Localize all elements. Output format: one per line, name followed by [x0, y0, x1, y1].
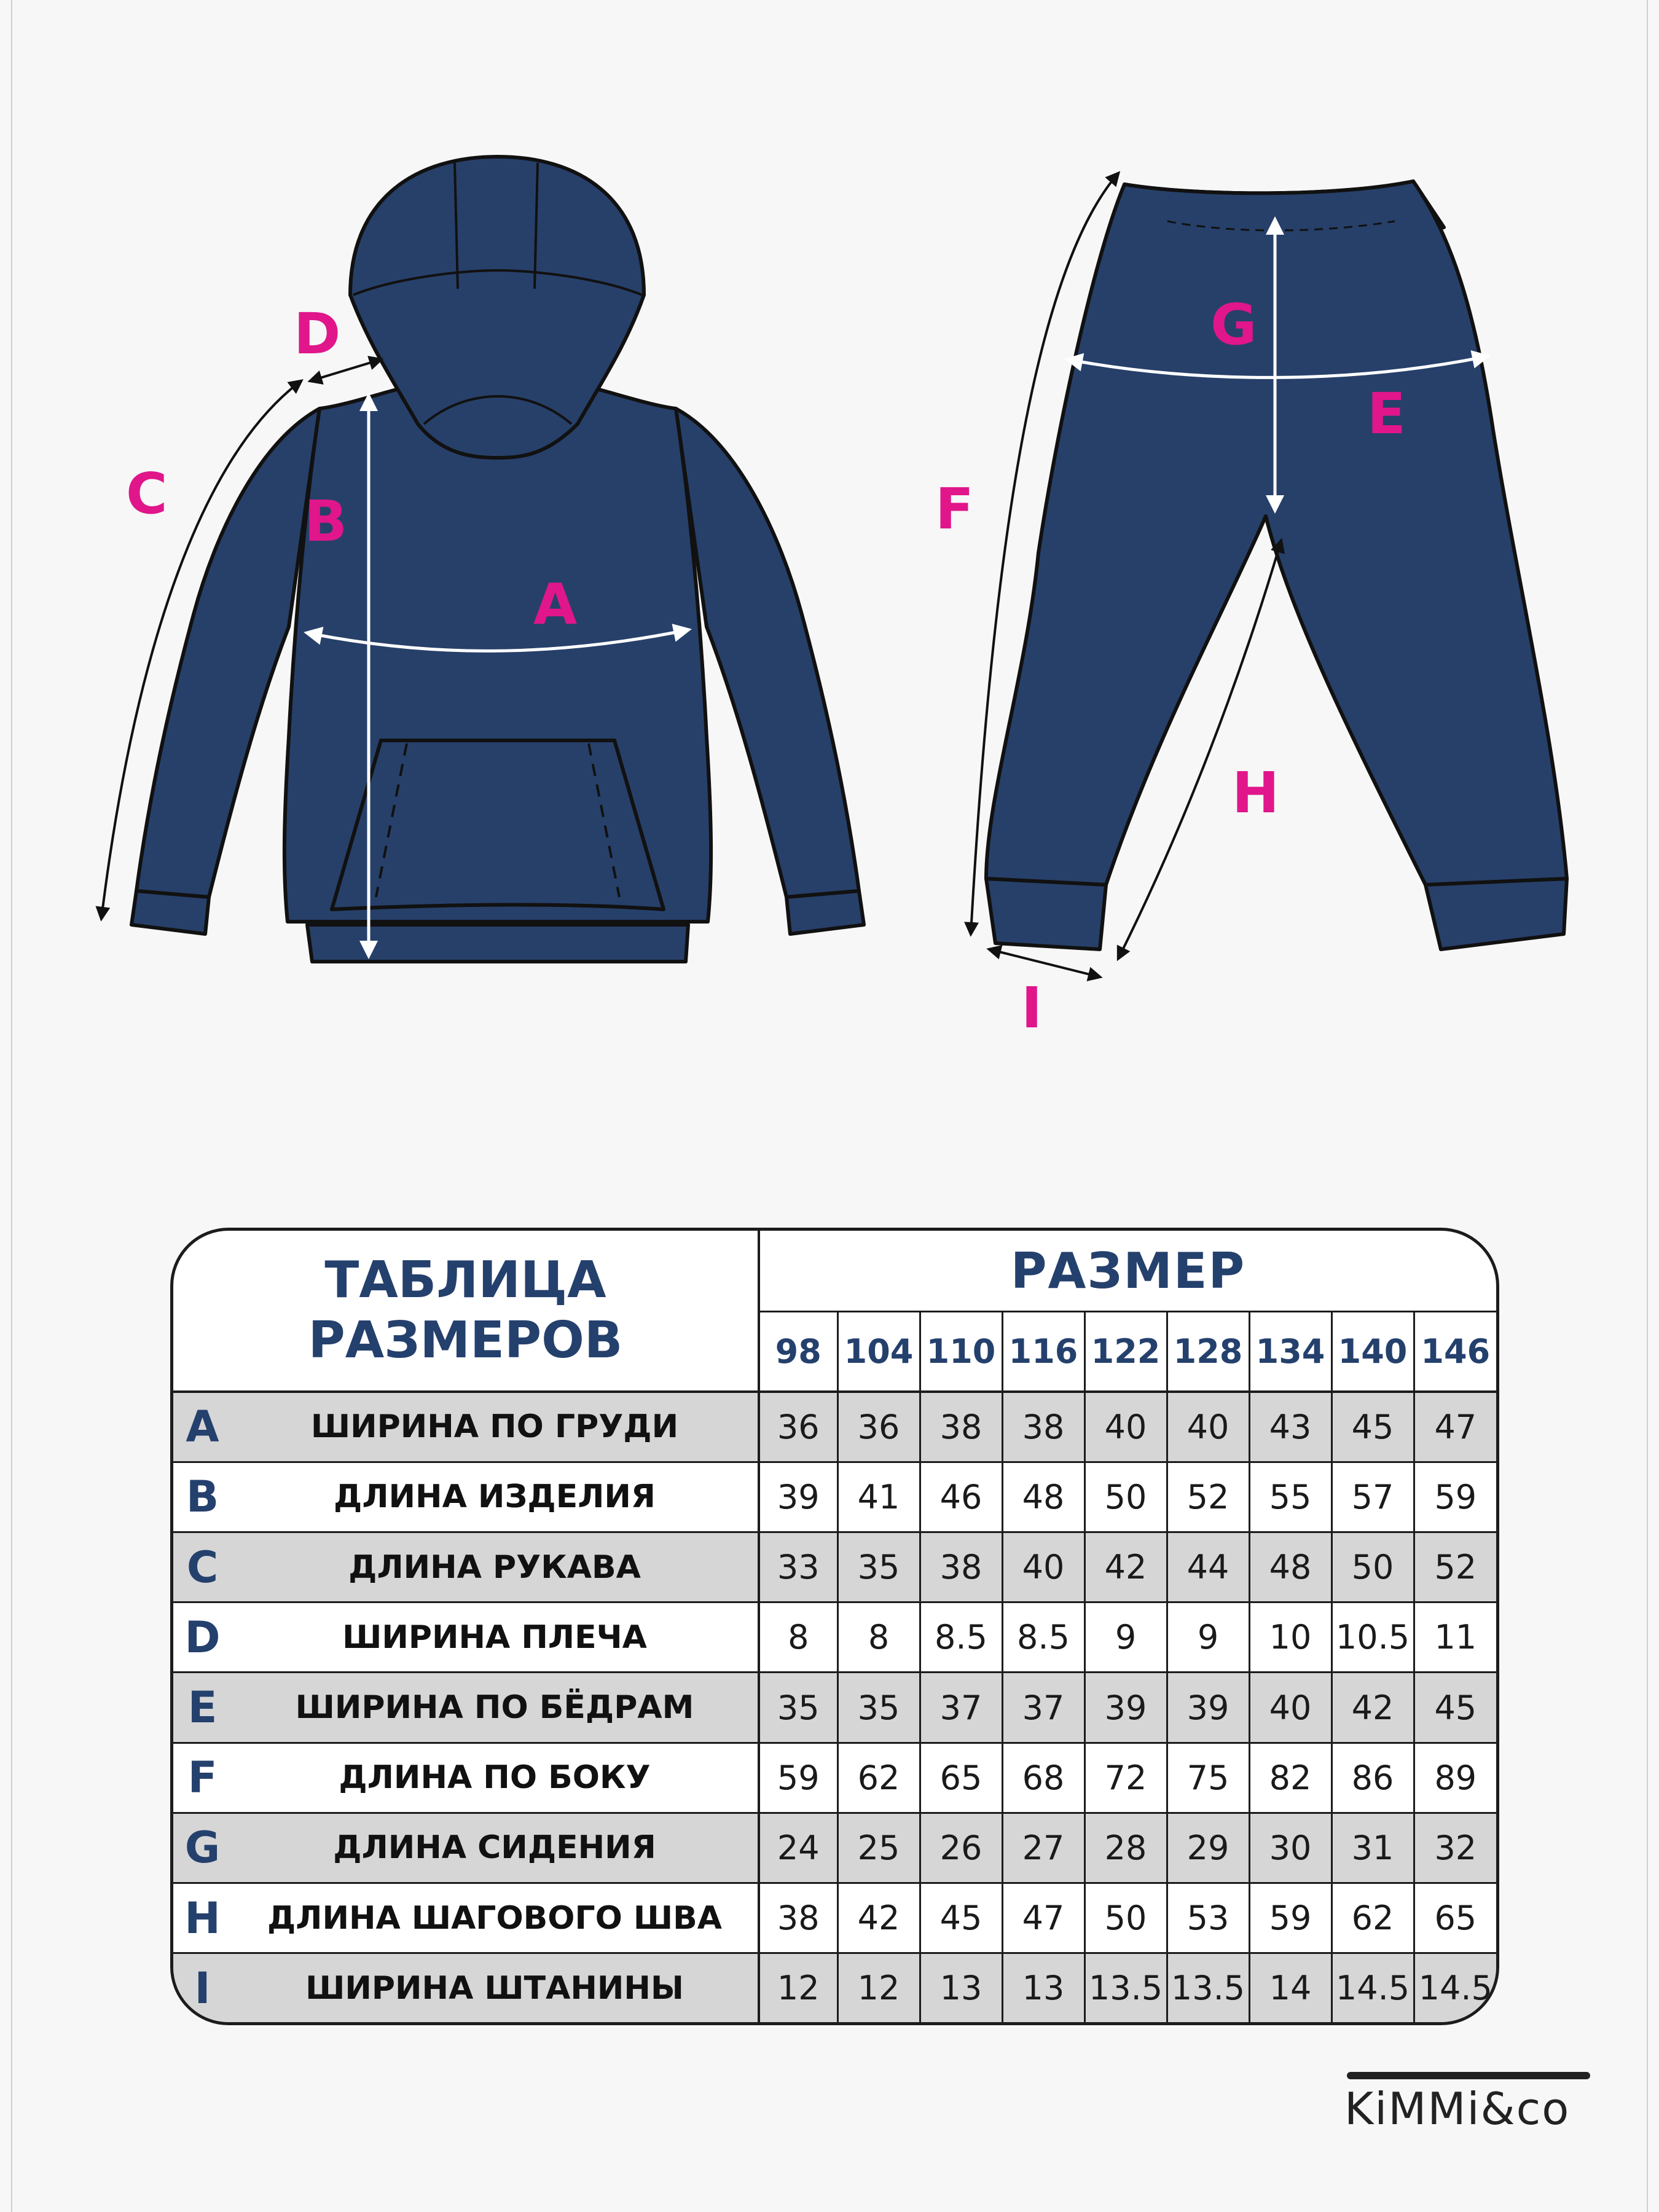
table-cell: 14.5: [1332, 1953, 1414, 2022]
table-cell: 45: [1414, 1673, 1496, 1743]
table-cell: 42: [837, 1883, 920, 1953]
table-cell: 62: [1332, 1883, 1414, 1953]
table-cell: 40: [1002, 1532, 1084, 1602]
label-h: H: [1232, 760, 1279, 826]
size-column-header: 146: [1414, 1312, 1496, 1392]
table-cell: 8: [837, 1602, 920, 1673]
table-cell: 10.5: [1332, 1602, 1414, 1673]
table-cell: 40: [1084, 1392, 1167, 1462]
table-cell: 37: [1002, 1673, 1084, 1743]
table-cell: 65: [1414, 1883, 1496, 1953]
table-cell: 13.5: [1084, 1953, 1167, 2022]
table-cell: 50: [1084, 1462, 1167, 1532]
table-cell: 39: [759, 1462, 837, 1532]
table-cell: 44: [1167, 1532, 1249, 1602]
row-label: ДЛИНА ПО БОКУ: [232, 1743, 759, 1813]
table-cell: 59: [1249, 1883, 1332, 1953]
table-cell: 50: [1332, 1532, 1414, 1602]
table-cell: 45: [1332, 1392, 1414, 1462]
table-row: [173, 1673, 1496, 1743]
table-cell: 13: [920, 1953, 1002, 2022]
table-cell: 57: [1332, 1462, 1414, 1532]
table-cell: 35: [837, 1532, 920, 1602]
brand-bar: [1347, 2072, 1590, 2079]
size-column-header: 116: [1002, 1312, 1084, 1392]
table-cell: 43: [1249, 1392, 1332, 1462]
label-c: C: [126, 461, 168, 527]
table-cell: 38: [920, 1392, 1002, 1462]
table-cell: 12: [759, 1953, 837, 2022]
label-g: G: [1210, 292, 1257, 358]
table-cell: 59: [759, 1743, 837, 1813]
table-cell: 12: [837, 1953, 920, 2022]
table-cell: 62: [837, 1743, 920, 1813]
measure-line-i: [989, 949, 1100, 977]
label-e: E: [1367, 381, 1406, 447]
table-cell: 39: [1084, 1673, 1167, 1743]
table-cell: 40: [1167, 1392, 1249, 1462]
table-cell: 26: [920, 1813, 1002, 1883]
row-label: ШИРИНА ПО ГРУДИ: [232, 1392, 759, 1462]
table-cell: 13.5: [1167, 1953, 1249, 2022]
table-row: [173, 1392, 1496, 1462]
brand-name: KiMMi&co: [1344, 2083, 1571, 2135]
table-cell: 82: [1249, 1743, 1332, 1813]
table-cell: 38: [1002, 1392, 1084, 1462]
table-cell: 42: [1084, 1532, 1167, 1602]
table-row: [173, 1953, 1496, 2022]
hoodie-drawing: [131, 157, 864, 962]
table-cell: 65: [920, 1743, 1002, 1813]
table-cell: 36: [837, 1392, 920, 1462]
table-row: [173, 1462, 1496, 1532]
row-label: ДЛИНА РУКАВА: [232, 1532, 759, 1602]
table-cell: 89: [1414, 1743, 1496, 1813]
row-label: ДЛИНА ИЗДЕЛИЯ: [232, 1462, 759, 1532]
table-cell: 50: [1084, 1883, 1167, 1953]
table-title: ТАБЛИЦА РАЗМЕРОВ: [173, 1231, 759, 1392]
table-cell: 33: [759, 1532, 837, 1602]
table-cell: 35: [759, 1673, 837, 1743]
table-row: [173, 1813, 1496, 1883]
size-header: РАЗМЕР: [759, 1231, 1496, 1312]
table-cell: 68: [1002, 1743, 1084, 1813]
table-cell: 32: [1414, 1813, 1496, 1883]
table-row: [173, 1883, 1496, 1953]
row-label: ШИРИНА ШТАНИНЫ: [232, 1953, 759, 2022]
table-cell: 40: [1249, 1673, 1332, 1743]
row-code: B: [173, 1462, 232, 1532]
row-code: A: [173, 1392, 232, 1462]
table-cell: 14: [1249, 1953, 1332, 2022]
table-cell: 36: [759, 1392, 837, 1462]
hoodie-left-cuff: [131, 891, 209, 934]
table-cell: 31: [1332, 1813, 1414, 1883]
table-cell: 86: [1332, 1743, 1414, 1813]
table-cell: 14.5: [1414, 1953, 1496, 2022]
table-cell: 38: [920, 1532, 1002, 1602]
row-code: G: [173, 1813, 232, 1883]
table-cell: 8.5: [920, 1602, 1002, 1673]
table-cell: 48: [1002, 1462, 1084, 1532]
table-cell: 52: [1414, 1532, 1496, 1602]
label-b: B: [304, 488, 348, 554]
row-label: ДЛИНА СИДЕНИЯ: [232, 1813, 759, 1883]
table-cell: 24: [759, 1813, 837, 1883]
table-cell: 47: [1414, 1392, 1496, 1462]
hoodie-waistband: [307, 925, 688, 962]
table-cell: 72: [1084, 1743, 1167, 1813]
hoodie-pocket: [332, 740, 664, 909]
table-cell: 75: [1167, 1743, 1249, 1813]
table-cell: 53: [1167, 1883, 1249, 1953]
label-d: D: [294, 301, 341, 367]
table-cell: 13: [1002, 1953, 1084, 2022]
table-cell: 55: [1249, 1462, 1332, 1532]
table-cell: 46: [920, 1462, 1002, 1532]
table-cell: 41: [837, 1462, 920, 1532]
row-code: I: [173, 1953, 232, 2022]
size-column-header: 110: [920, 1312, 1002, 1392]
label-f: F: [935, 476, 974, 542]
pants-left-cuff: [986, 879, 1106, 949]
size-column-header: 140: [1332, 1312, 1414, 1392]
table-cell: 25: [837, 1813, 920, 1883]
table-row: [173, 1532, 1496, 1602]
row-code: E: [173, 1673, 232, 1743]
brand-logo: [1344, 2072, 1593, 2139]
size-column-header: 128: [1167, 1312, 1249, 1392]
row-code: D: [173, 1602, 232, 1673]
table-cell: 47: [1002, 1883, 1084, 1953]
table-cell: 9: [1084, 1602, 1167, 1673]
size-column-header: 134: [1249, 1312, 1332, 1392]
table-cell: 48: [1249, 1532, 1332, 1602]
table-cell: 8: [759, 1602, 837, 1673]
size-column-header: 122: [1084, 1312, 1167, 1392]
table-cell: 28: [1084, 1813, 1167, 1883]
row-label: ДЛИНА ШАГОВОГО ШВА: [232, 1883, 759, 1953]
table-cell: 45: [920, 1883, 1002, 1953]
table-cell: 42: [1332, 1673, 1414, 1743]
table-cell: 29: [1167, 1813, 1249, 1883]
row-label: ШИРИНА ПО БЁДРАМ: [232, 1673, 759, 1743]
hoodie-right-cuff: [786, 891, 864, 934]
table-cell: 35: [837, 1673, 920, 1743]
table-cell: 59: [1414, 1462, 1496, 1532]
size-column-header: 104: [837, 1312, 920, 1392]
label-i: I: [1021, 975, 1043, 1041]
table-row: [173, 1602, 1496, 1673]
table-cell: 8.5: [1002, 1602, 1084, 1673]
table-cell: 39: [1167, 1673, 1249, 1743]
row-code: F: [173, 1743, 232, 1813]
row-label: ШИРИНА ПЛЕЧА: [232, 1602, 759, 1673]
row-code: C: [173, 1532, 232, 1602]
table-cell: 38: [759, 1883, 837, 1953]
table-cell: 10: [1249, 1602, 1332, 1673]
table-cell: 52: [1167, 1462, 1249, 1532]
table-cell: 30: [1249, 1813, 1332, 1883]
table-row: [173, 1743, 1496, 1813]
table-cell: 9: [1167, 1602, 1249, 1673]
table-cell: 11: [1414, 1602, 1496, 1673]
size-column-header: 98: [759, 1312, 837, 1392]
row-code: H: [173, 1883, 232, 1953]
table-cell: 37: [920, 1673, 1002, 1743]
label-a: A: [533, 571, 578, 637]
size-table: [170, 1228, 1499, 2025]
table-cell: 27: [1002, 1813, 1084, 1883]
pants-right-cuff: [1426, 879, 1567, 949]
